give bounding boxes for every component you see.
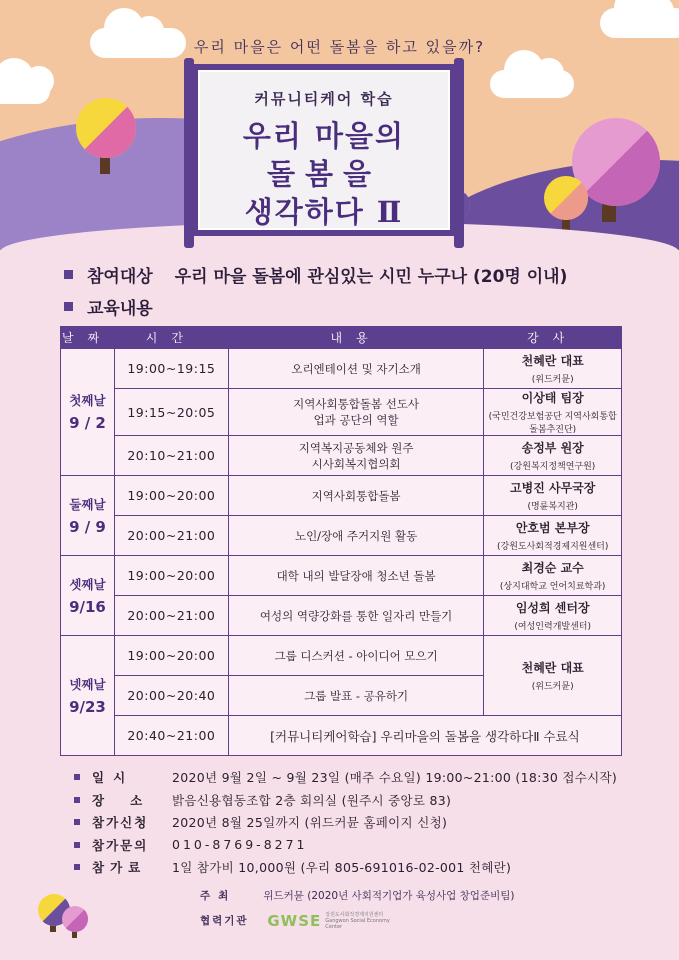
col-content: 내용: [228, 327, 484, 349]
day-cell: 셋째날 9/16: [61, 556, 115, 636]
main-title-line1: 우리 마을의: [242, 119, 406, 153]
instructor-cell: 안호범 본부장 (강원도사회적경제지원센터): [484, 516, 622, 556]
instructor-cell: 천혜란 대표 (위드커뮨): [484, 636, 622, 716]
title-board: [192, 64, 456, 236]
instructor-cell: 임성희 센터장 (여성인력개발센터): [484, 596, 622, 636]
participants-label: 참여대상: [87, 267, 153, 287]
series-title: 커뮤니티케어 학습: [254, 90, 394, 108]
info-date: 일시 2020년 9월 2일 ~ 9월 23일 (매주 수요일) 19:00~21:00 (18:30 접수시작): [74, 766, 617, 789]
time-cell: 20:00~21:00: [114, 516, 228, 556]
info-fee: 참가료 1일 참가비 10,000원 (우리 805-691016-02-001 천혜란): [74, 856, 617, 879]
content-cell: 지역사회통합돌봄: [228, 476, 484, 516]
content-cell: 여성의 역량강화를 통한 일자리 만들기: [228, 596, 484, 636]
col-instructor: 강사: [484, 327, 622, 349]
table-row: [61, 436, 622, 476]
info-contact: 참가문의 010-8769-8271: [74, 834, 617, 857]
time-cell: 19:00~20:00: [114, 636, 228, 676]
time-cell: 20:00~21:00: [114, 596, 228, 636]
col-time: 시간: [114, 327, 228, 349]
time-cell: 20:40~21:00: [114, 716, 228, 756]
table-row: [61, 716, 622, 756]
main-title-line3: 생각하다 Ⅱ: [244, 195, 404, 229]
content-cell: 노인/장애 주거지원 활동: [228, 516, 484, 556]
partner-label: 협력기관: [200, 915, 249, 927]
table-row: [61, 389, 622, 436]
cloud: [490, 70, 574, 98]
info-location: 장소 밝음신용협동조합 2층 회의실 (원주시 중앙로 83): [74, 789, 617, 812]
cloud: [0, 78, 50, 104]
partner: [200, 912, 395, 930]
partner-logo: GWSE 강원도사회적경제지원센터 Gangwon Social Economy Center: [267, 912, 390, 930]
host-value: 위드커뮨 (2020년 사회적기업가 육성사업 창업준비팀): [263, 890, 515, 902]
graduation-cell: [커뮤니티케어학습] 우리마을의 돌봄을 생각하다Ⅱ 수료식: [228, 716, 621, 756]
day-cell: 둘째날 9 / 9: [61, 476, 115, 556]
time-cell: 19:00~20:00: [114, 556, 228, 596]
time-cell: 20:00~20:40: [114, 676, 228, 716]
content-cell: 대학 내의 발달장애 청소년 돌봄: [228, 556, 484, 596]
host-label: 주최: [200, 890, 237, 902]
time-cell: 19:00~19:15: [114, 349, 228, 389]
event-info: [74, 766, 617, 879]
content-cell: 오리엔테이션 및 자기소개: [228, 349, 484, 389]
header-illustration: [0, 0, 679, 250]
table-row: [61, 636, 622, 676]
instructor-cell: 최경순 교수 (상지대학교 언어치료학과): [484, 556, 622, 596]
instructor-cell: 송정부 원장 (강원복지정책연구원): [484, 436, 622, 476]
instructor-cell: 이상태 팀장 (국민건강보험공단 지역사회통합돌봄추진단): [484, 389, 622, 436]
col-date: 날짜: [61, 327, 115, 349]
host: [200, 888, 514, 903]
participants: [64, 262, 567, 287]
time-cell: 19:15~20:05: [114, 389, 228, 436]
cloud: [600, 8, 679, 38]
schedule-table: [60, 326, 622, 756]
table-row: [61, 516, 622, 556]
instructor-cell: 고병진 사무국장 (명륜복지관): [484, 476, 622, 516]
main-title-line2: 돌봄을: [266, 157, 382, 191]
content-cell: 지역사회통합돌봄 선도사업과 공단의 역할: [228, 389, 484, 436]
content-heading-label: 교육내용: [87, 299, 153, 319]
table-row: [61, 556, 622, 596]
table-row: [61, 476, 622, 516]
day-cell: 첫째날 9 / 2: [61, 349, 115, 476]
instructor-cell: 천혜란 대표 (위드커뮨): [484, 349, 622, 389]
day-cell: 넷째날 9/23: [61, 636, 115, 756]
content-cell: 지역복지공동체와 원주시사회복지협의회: [228, 436, 484, 476]
content-cell: 그룹 발표 - 공유하기: [228, 676, 484, 716]
table-row: [61, 596, 622, 636]
content-cell: 그룹 디스커션 - 아이디어 모으기: [228, 636, 484, 676]
time-cell: 20:10~21:00: [114, 436, 228, 476]
content-heading: [64, 294, 153, 319]
participants-value: 우리 마을 돌봄에 관심있는 시민 누구나 (20명 이내): [174, 267, 568, 287]
time-cell: 19:00~20:00: [114, 476, 228, 516]
tagline: 우리 마을은 어떤 돌봄을 하고 있을까?: [193, 38, 486, 56]
table-row: [61, 349, 622, 389]
info-registration: 참가신청 2020년 8월 25일까지 (위드커뮨 홈페이지 신청): [74, 811, 617, 834]
